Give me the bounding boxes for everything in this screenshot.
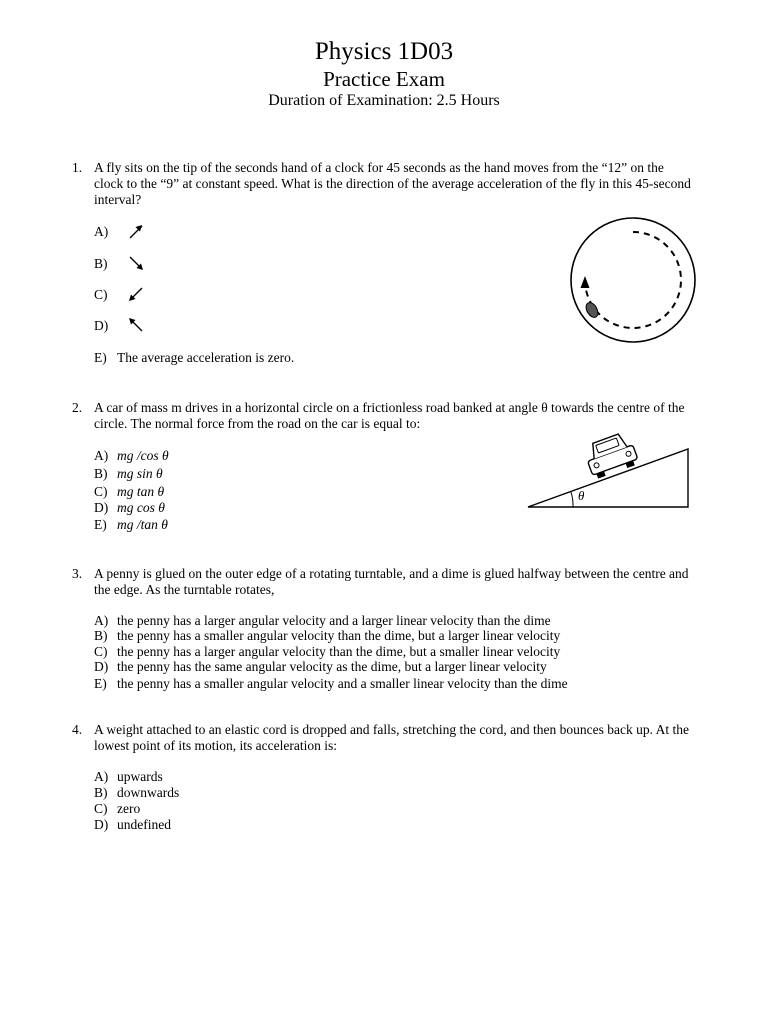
- question-3-text: A penny is glued on the outer edge of a rotating turntable, and a dime is glued halfway between the centre and the edge. As the turntable rotates,: [94, 566, 689, 597]
- q2-option-c: [94, 484, 164, 500]
- q4-option-a-text: upwards: [117, 769, 163, 784]
- q2-option-d-expr: mg cos θ: [117, 500, 165, 515]
- exam-duration: Duration of Examination: 2.5 Hours: [268, 92, 500, 109]
- q3-option-c-label: C): [94, 644, 108, 659]
- q1-option-e-label: E): [94, 350, 107, 365]
- q1-option-e: [94, 350, 294, 366]
- q3-option-b: [94, 628, 560, 644]
- arrow-up-left-icon: [126, 315, 146, 335]
- arrow-down-left-icon: [126, 284, 146, 304]
- question-1-text: A fly sits on the tip of the seconds hand of a clock for 45 seconds as the hand moves from the “12” on the clock to the “9” at constant speed. What is the direction of the average acceleration of the fly in this 45-second interval?: [94, 160, 691, 207]
- q3-option-e-text: the penny has a smaller angular velocity and a smaller linear velocity than the dime: [117, 676, 568, 691]
- q1-option-b: [94, 256, 117, 272]
- q1-option-c: [94, 287, 117, 303]
- q2-option-d: [94, 500, 165, 516]
- exam-course-title: Physics 1D03: [314, 38, 454, 65]
- q4-option-d-text: undefined: [117, 817, 171, 832]
- car-icon: [582, 431, 639, 480]
- arrow-down-right-icon: [126, 253, 146, 273]
- q4-option-b-text: downwards: [117, 785, 180, 800]
- question-4-number: 4.: [72, 722, 83, 737]
- q1-option-a: [94, 224, 117, 240]
- q4-option-b: [94, 785, 179, 801]
- banked-road-diagram: [525, 428, 695, 513]
- q3-option-a-text: the penny has a larger angular velocity and a larger linear velocity than the dime: [117, 613, 551, 628]
- q4-option-a-label: A): [94, 769, 109, 784]
- q3-option-d-text: the penny has the same angular velocity as the dime, but a larger linear velocity: [117, 659, 547, 674]
- question-2-text: A car of mass m drives in a horizontal circle on a frictionless road banked at angle θ towards the centre of the circle. The normal force from the road on the car is equal to:: [94, 400, 685, 431]
- q1-option-a-label: A): [94, 224, 109, 239]
- q3-option-b-label: B): [94, 628, 108, 643]
- q1-option-c-label: C): [94, 287, 108, 302]
- q3-option-d-label: D): [94, 659, 109, 674]
- question-2-number: 2.: [72, 400, 83, 415]
- q4-option-c-text: zero: [117, 801, 141, 816]
- q2-option-d-label: D): [94, 500, 109, 515]
- q1-option-e-text: The average acceleration is zero.: [117, 350, 295, 365]
- q3-option-b-text: the penny has a smaller angular velocity than the dime, but a larger linear velocity: [117, 628, 561, 643]
- q2-option-e-label: E): [94, 517, 107, 532]
- q2-option-b: [94, 466, 163, 482]
- q2-option-a: [94, 448, 169, 464]
- q3-option-c: [94, 644, 560, 660]
- exam-subtitle: Practice Exam: [323, 67, 445, 91]
- q3-option-c-text: the penny has a larger angular velocity than the dime, but a smaller linear velocity: [117, 644, 561, 659]
- q3-option-a: [94, 613, 551, 629]
- q1-option-d-label: D): [94, 318, 109, 333]
- q2-option-c-label: C): [94, 484, 108, 499]
- q2-option-a-expr: mg /cos θ: [117, 448, 169, 463]
- q1-option-d: [94, 318, 117, 334]
- clock-diagram: [568, 215, 698, 345]
- arrow-up-right-icon: [126, 222, 146, 242]
- q3-option-e-label: E): [94, 676, 107, 691]
- q4-option-c: [94, 801, 140, 817]
- q2-option-e-expr: mg /tan θ: [117, 517, 168, 532]
- question-4-text: A weight attached to an elastic cord is dropped and falls, stretching the cord, and then bounces back up. At the lowest point of its motion, its acceleration is:: [94, 722, 689, 753]
- q3-option-a-label: A): [94, 613, 109, 628]
- q4-option-d: [94, 817, 171, 833]
- angle-label: θ: [578, 488, 585, 503]
- q4-option-d-label: D): [94, 817, 109, 832]
- q2-option-b-label: B): [94, 466, 108, 481]
- q2-option-c-expr: mg tan θ: [117, 484, 165, 499]
- q3-option-d: [94, 659, 547, 675]
- q2-option-a-label: A): [94, 448, 109, 463]
- q4-option-b-label: B): [94, 785, 108, 800]
- question-3-number: 3.: [72, 566, 83, 581]
- q3-option-e: [94, 676, 568, 692]
- q2-option-e: [94, 517, 168, 533]
- q1-option-b-label: B): [94, 256, 108, 271]
- question-1-number: 1.: [72, 160, 83, 175]
- q4-option-a: [94, 769, 163, 785]
- q4-option-c-label: C): [94, 801, 108, 816]
- q2-option-b-expr: mg sin θ: [117, 466, 163, 481]
- fly-icon: [584, 301, 601, 320]
